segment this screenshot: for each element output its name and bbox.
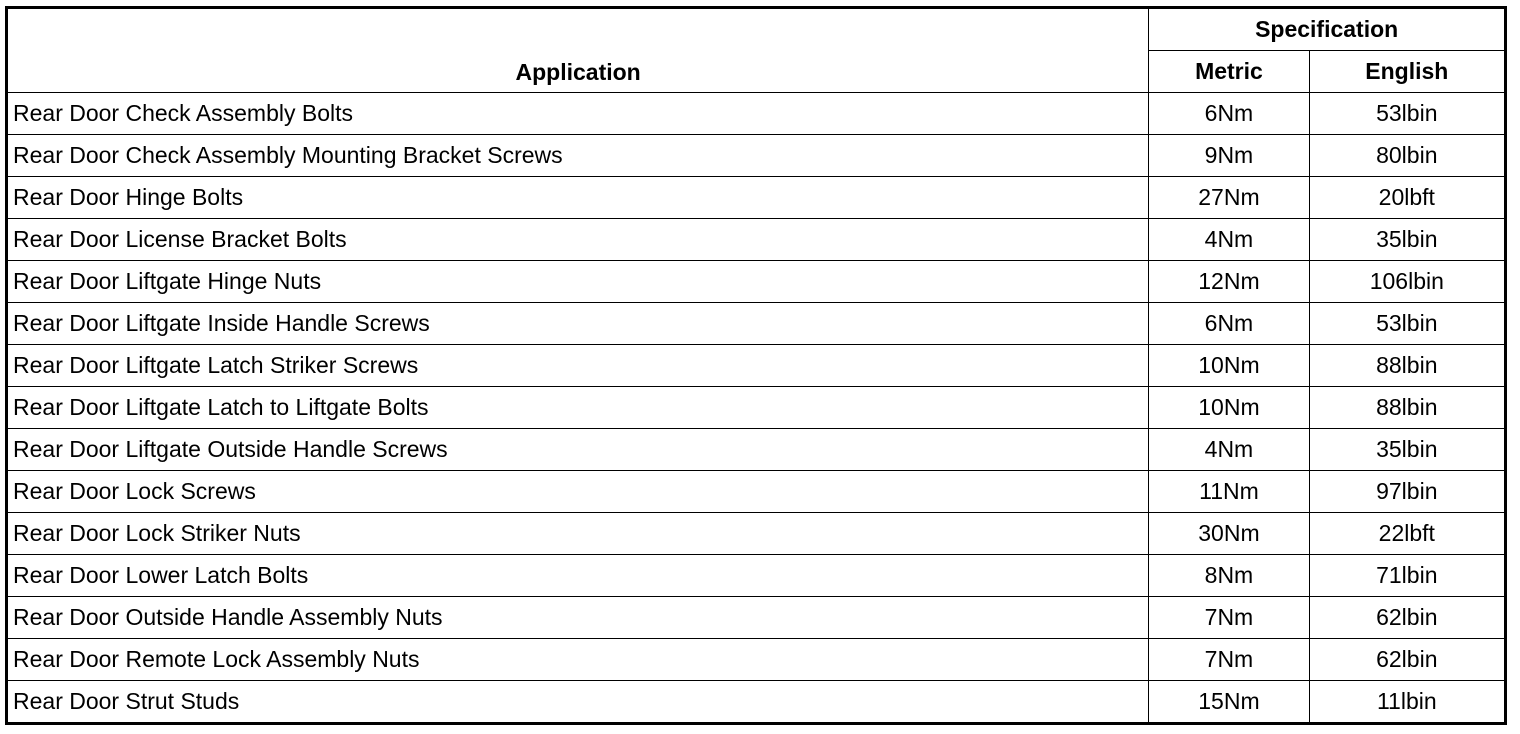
table-row: [7, 471, 1506, 513]
application-cell: Rear Door Remote Lock Assembly Nuts: [7, 639, 1149, 681]
table-row: [7, 345, 1506, 387]
table-body: [7, 93, 1506, 724]
table-row: [7, 387, 1506, 429]
table-row: [7, 639, 1506, 681]
metric-cell: 12Nm: [1149, 261, 1309, 303]
metric-cell: 7Nm: [1149, 639, 1309, 681]
english-cell: 71lbin: [1309, 555, 1505, 597]
metric-cell: 10Nm: [1149, 345, 1309, 387]
application-cell: Rear Door Strut Studs: [7, 681, 1149, 724]
metric-column-header: Metric: [1149, 51, 1309, 93]
specification-column-header: Specification: [1149, 8, 1506, 51]
application-cell: Rear Door Hinge Bolts: [7, 177, 1149, 219]
header-row-top: [7, 8, 1506, 51]
english-cell: 35lbin: [1309, 219, 1505, 261]
application-cell: Rear Door Lock Screws: [7, 471, 1149, 513]
table-row: [7, 177, 1506, 219]
application-cell: Rear Door Outside Handle Assembly Nuts: [7, 597, 1149, 639]
table-row: [7, 135, 1506, 177]
english-cell: 106lbin: [1309, 261, 1505, 303]
table-row: [7, 303, 1506, 345]
metric-cell: 15Nm: [1149, 681, 1309, 724]
english-cell: 62lbin: [1309, 639, 1505, 681]
english-cell: 80lbin: [1309, 135, 1505, 177]
english-cell: 11lbin: [1309, 681, 1505, 724]
application-cell: Rear Door Check Assembly Mounting Bracket Screws: [7, 135, 1149, 177]
application-cell: Rear Door Lock Striker Nuts: [7, 513, 1149, 555]
application-column-header: Application: [7, 8, 1149, 93]
fastener-specification-table: [5, 6, 1507, 725]
metric-cell: 6Nm: [1149, 93, 1309, 135]
metric-cell: 7Nm: [1149, 597, 1309, 639]
metric-cell: 27Nm: [1149, 177, 1309, 219]
table-row: [7, 219, 1506, 261]
english-cell: 22lbft: [1309, 513, 1505, 555]
english-cell: 88lbin: [1309, 345, 1505, 387]
metric-cell: 4Nm: [1149, 429, 1309, 471]
application-cell: Rear Door Liftgate Latch to Liftgate Bolts: [7, 387, 1149, 429]
application-cell: Rear Door Liftgate Outside Handle Screws: [7, 429, 1149, 471]
application-cell: Rear Door Liftgate Hinge Nuts: [7, 261, 1149, 303]
english-cell: 88lbin: [1309, 387, 1505, 429]
english-cell: 35lbin: [1309, 429, 1505, 471]
metric-cell: 8Nm: [1149, 555, 1309, 597]
table-row: [7, 513, 1506, 555]
metric-cell: 11Nm: [1149, 471, 1309, 513]
metric-cell: 9Nm: [1149, 135, 1309, 177]
application-cell: Rear Door Liftgate Inside Handle Screws: [7, 303, 1149, 345]
english-cell: 62lbin: [1309, 597, 1505, 639]
metric-cell: 6Nm: [1149, 303, 1309, 345]
table-row: [7, 93, 1506, 135]
metric-cell: 30Nm: [1149, 513, 1309, 555]
application-cell: Rear Door Lower Latch Bolts: [7, 555, 1149, 597]
application-cell: Rear Door License Bracket Bolts: [7, 219, 1149, 261]
table-row: [7, 681, 1506, 724]
english-cell: 20lbft: [1309, 177, 1505, 219]
metric-cell: 10Nm: [1149, 387, 1309, 429]
application-cell: Rear Door Check Assembly Bolts: [7, 93, 1149, 135]
table-header: [7, 8, 1506, 93]
english-column-header: English: [1309, 51, 1505, 93]
table-row: [7, 429, 1506, 471]
table-row: [7, 597, 1506, 639]
table-row: [7, 555, 1506, 597]
application-cell: Rear Door Liftgate Latch Striker Screws: [7, 345, 1149, 387]
english-cell: 97lbin: [1309, 471, 1505, 513]
english-cell: 53lbin: [1309, 303, 1505, 345]
table-row: [7, 261, 1506, 303]
metric-cell: 4Nm: [1149, 219, 1309, 261]
english-cell: 53lbin: [1309, 93, 1505, 135]
